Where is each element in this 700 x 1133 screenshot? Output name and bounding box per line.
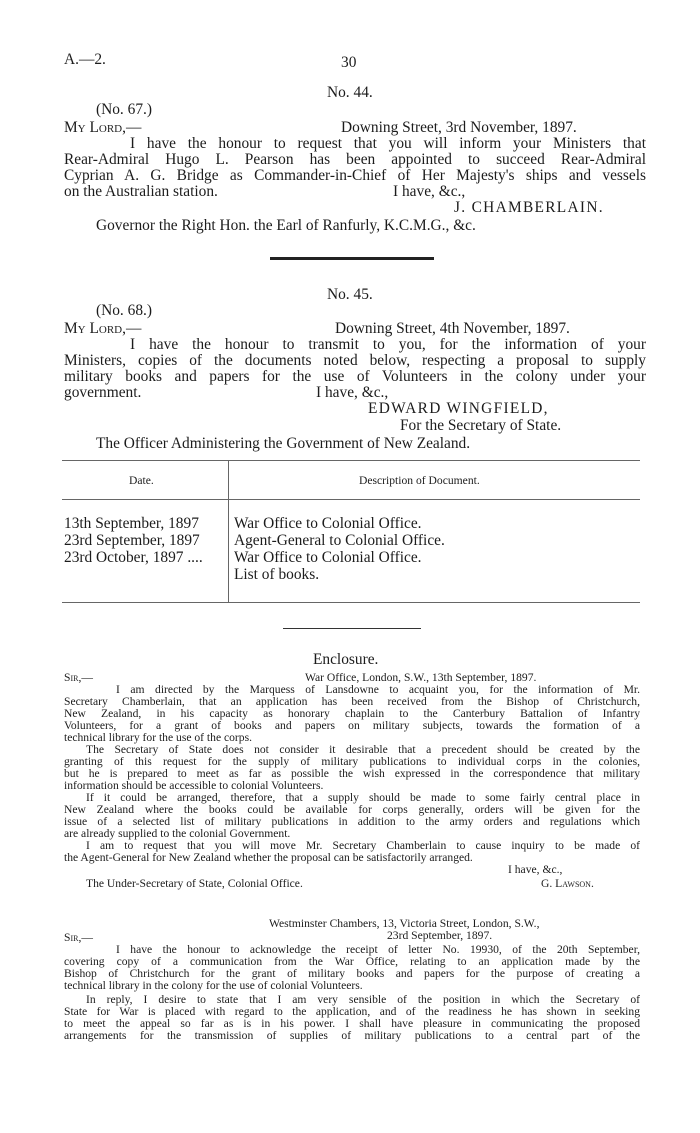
section-divider xyxy=(283,628,421,629)
enclosure-2-line: In reply, I desire to state that I am very sensible of the position in which the Secretary of xyxy=(86,993,640,1006)
table-row-description: War Office to Colonial Office. xyxy=(234,549,422,566)
letter-44-addressee: Governor the Right Hon. the Earl of Ranfurly, K.C.M.G., &c. xyxy=(96,217,476,234)
table-row-description: War Office to Colonial Office. xyxy=(234,515,422,532)
enclosure-1-place-date: War Office, London, S.W., 13th September, 1897. xyxy=(305,671,537,684)
letter-45-salutation: My Lord,— xyxy=(64,320,142,337)
table-column-divider xyxy=(228,461,229,602)
enclosure-1-line: are already supplied to the colonial Government. xyxy=(64,827,291,840)
enclosure-1-line: I am to request that you will move Mr. Secretary Chamberlain to cause inquiry to be made of xyxy=(86,839,640,852)
letter-44-heading: No. 44. xyxy=(327,84,373,101)
enclosure-2-line: I have the honour to acknowledge the receipt of letter No. 19930, of the 20th September, xyxy=(116,943,640,956)
enclosure-1-line: issue of a selected list of military publications in addition to the army orders and regulations which xyxy=(64,815,640,828)
enclosure-2-line: arrangements for the transmission of supplies of military publications to a central part of the xyxy=(64,1029,640,1042)
enclosure-2-place: Westminster Chambers, 13, Victoria Street, London, S.W., xyxy=(269,917,540,930)
table-header-description: Description of Document. xyxy=(359,474,480,487)
enclosure-heading: Enclosure. xyxy=(313,651,379,668)
enclosure-1-line: If it could be arranged, therefore, that a supply should be made to some fairly central place in xyxy=(86,791,640,804)
enclosure-1-line: granting of this request for the supply of military publications to individual corps in the colonies, xyxy=(64,755,640,768)
table-row-description: List of books. xyxy=(234,566,320,583)
letter-45-body-line: Ministers, copies of the documents noted below, respecting a proposal to supply xyxy=(64,352,646,369)
letter-44-signature: J. CHAMBERLAIN. xyxy=(454,199,604,216)
letter-44-place-date: Downing Street, 3rd November, 1897. xyxy=(341,119,577,136)
enclosure-1-line: but he is prepared to meet as far as possible the wish expressed in the correspondence that military xyxy=(64,767,640,780)
letter-45-signature-role: For the Secretary of State. xyxy=(400,417,562,434)
enclosure-1-closing: I have, &c., xyxy=(508,863,563,876)
enclosure-2-line: State for War is placed with regard to the application, and of the readiness he has shown in seeking xyxy=(64,1005,640,1018)
enclosure-1-line: Secretary Chamberlain, that an application has been received from the Bishop of Christchurch, xyxy=(64,695,640,708)
table-header-rule xyxy=(62,499,640,500)
table-row-date: 23rd October, 1897 .... xyxy=(64,549,203,566)
enclosure-2-salutation: Sir,— xyxy=(64,931,93,944)
letter-44-ref: (No. 67.) xyxy=(96,101,152,118)
table-row-date: 23rd September, 1897 xyxy=(64,532,200,549)
letter-44-last-line: on the Australian station. xyxy=(64,183,218,200)
enclosure-1-line: I am directed by the Marquess of Lansdowne to acquaint you, for the information of Mr. xyxy=(116,683,640,696)
letter-45-body-line: I have the honour to transmit to you, for the information of your xyxy=(130,336,646,353)
enclosure-2-line: covering copy of a communication from the War Office, relating to an application made by the xyxy=(64,955,640,968)
table-top-rule xyxy=(62,460,640,461)
page-number: 30 xyxy=(341,54,357,71)
letter-44-salutation: My Lord,— xyxy=(64,119,142,136)
enclosure-1-line: technical library for the use of the corps. xyxy=(64,731,253,744)
enclosure-2-date: 23rd September, 1897. xyxy=(387,929,493,942)
table-header-date: Date. xyxy=(129,474,154,487)
table-row-date: 13th September, 1897 xyxy=(64,515,199,532)
letter-45-addressee: The Officer Administering the Government of New Zealand. xyxy=(96,435,471,452)
letter-44-body-line: Rear-Admiral Hugo L. Pearson has been appointed to succeed Rear-Admiral xyxy=(64,151,646,168)
enclosure-1-line: the Agent-General for New Zealand whether the proposal can be satisfactorily arranged. xyxy=(64,851,473,864)
letter-45-ref: (No. 68.) xyxy=(96,302,152,319)
page-section-code: A.—2. xyxy=(64,51,106,68)
table-bottom-rule xyxy=(62,602,640,603)
enclosure-2-line: technical library in the colony for the use of colonial Volunteers. xyxy=(64,979,363,992)
letter-44-body-line: Cyprian A. G. Bridge as Commander-in-Chief of Her Majesty's ships and vessels xyxy=(64,167,646,184)
letter-45-closing: I have, &c., xyxy=(316,384,389,401)
enclosure-2-line: to meet the appeal so far as is in his power. I shall have pleasure in communicating the proposed xyxy=(64,1017,640,1030)
enclosure-2-line: Bishop of Christchurch for the grant of military books and papers for the purpose of creating a xyxy=(64,967,640,980)
letter-44-body-line: I have the honour to request that you will inform your Ministers that xyxy=(130,135,646,152)
letter-45-place-date: Downing Street, 4th November, 1897. xyxy=(335,320,570,337)
enclosure-1-signature: G. Lawson. xyxy=(541,877,594,890)
table-row-description: Agent-General to Colonial Office. xyxy=(234,532,445,549)
letter-44-closing: I have, &c., xyxy=(393,183,466,200)
section-divider xyxy=(270,257,434,260)
letter-45-last-line: government. xyxy=(64,384,142,401)
enclosure-1-line: The Secretary of State does not consider it desirable that a precedent should be created by the xyxy=(86,743,640,756)
enclosure-1-line: New Zealand where the books could be available for corps generally, orders will be given for the xyxy=(64,803,640,816)
enclosure-1-line: Volunteers, for a grant of books and papers on military subjects, towards the formation of a xyxy=(64,719,640,732)
letter-45-signature: EDWARD WINGFIELD, xyxy=(368,400,549,417)
enclosure-1-addressee: The Under-Secretary of State, Colonial Office. xyxy=(86,877,303,890)
letter-45-heading: No. 45. xyxy=(327,286,373,303)
enclosure-1-salutation: Sir,— xyxy=(64,671,93,684)
enclosure-1-line: New Zealand, in his capacity as honorary chaplain to the Canterbury Battalion of Infantry xyxy=(64,707,640,720)
letter-45-body-line: military books and papers for the use of Volunteers in the colony under your xyxy=(64,368,646,385)
enclosure-1-line: information should be accessible to colonial Volunteers. xyxy=(64,779,324,792)
